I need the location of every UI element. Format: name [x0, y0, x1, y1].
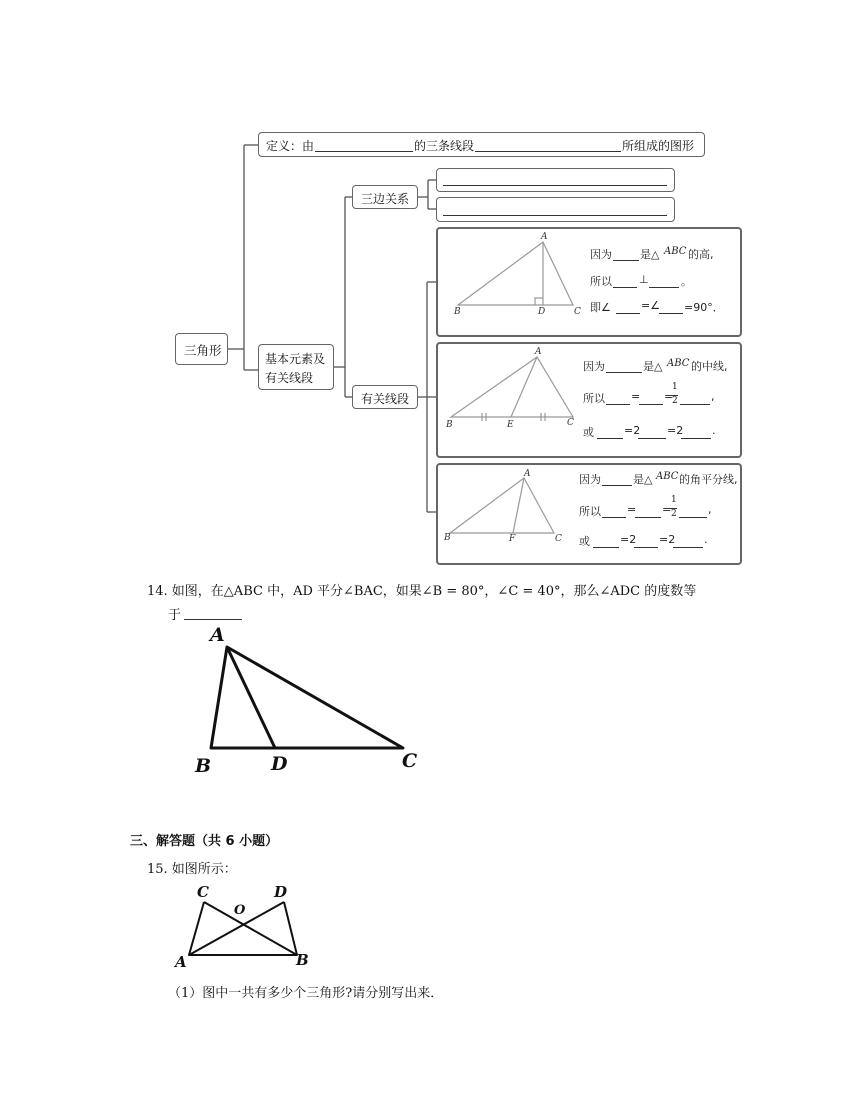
bisector-line2-d: ,	[708, 503, 712, 516]
bisector-frac-num: 1	[671, 495, 677, 505]
altitude-blank-3	[649, 287, 679, 288]
q15-label-b: B	[296, 951, 309, 969]
bisector-line3-a: 或	[579, 535, 590, 548]
median-line1-b: 是△	[643, 360, 663, 373]
median-line1-tri: ABC	[667, 358, 690, 369]
definition-blank-1	[315, 151, 413, 152]
segments-node	[352, 385, 418, 409]
median-line2-a: 所以	[583, 392, 605, 405]
definition-middle: 的三条线段	[414, 139, 475, 153]
bisector-blank-1	[602, 485, 632, 486]
q14-answer-blank	[184, 619, 242, 620]
bisector-blank-2	[602, 517, 626, 518]
q14-label-c: C	[402, 750, 418, 772]
bisector-blank-6	[634, 547, 658, 548]
median-line2-b: =	[631, 390, 641, 403]
altitude-line3-c: =90°．	[684, 301, 724, 314]
median-triangle	[438, 344, 588, 458]
median-blank-7	[681, 438, 711, 439]
q14-line1: 14. 如图，在△ABC 中，AD 平分∠BAC，如果∠B = 80°，∠C = 40°，那么∠ADC 的度数等	[147, 584, 697, 599]
median-frac-num: 1	[672, 382, 678, 392]
bisector-label-c: C	[555, 534, 562, 544]
median-line3-c: =2	[667, 424, 684, 437]
q14-label-d: D	[271, 753, 288, 775]
bisector-blank-5	[593, 547, 619, 548]
bisector-triangle	[438, 465, 588, 565]
sides-rule-2-blank	[443, 215, 667, 216]
root-label: 三角形	[184, 343, 222, 358]
median-line3-a: 或	[583, 426, 594, 439]
bisector-card	[436, 463, 742, 565]
altitude-line2-b: ⊥	[639, 273, 649, 286]
bisector-line3-b: =2	[620, 533, 637, 546]
median-line1-a: 因为	[583, 360, 605, 373]
q15-label-c: C	[197, 883, 209, 901]
bisector-line2-c: =	[662, 503, 672, 516]
altitude-label-a: A	[541, 232, 548, 242]
segments-label: 有关线段	[361, 392, 410, 406]
altitude-card	[436, 227, 742, 337]
median-label-e: E	[507, 420, 514, 430]
bisector-line3-d: .	[704, 533, 708, 546]
q15-label-d: D	[274, 883, 288, 901]
sides-rule-2	[436, 197, 675, 222]
sides-node	[352, 185, 418, 209]
bisector-blank-4	[679, 517, 707, 518]
altitude-line1-a: 因为	[590, 248, 612, 261]
altitude-line1-b: 是△	[640, 248, 660, 261]
basic-label-line2: 有关线段	[265, 371, 314, 385]
q14-line2: 于	[168, 608, 182, 623]
altitude-blank-4	[616, 313, 640, 314]
altitude-blank-1	[613, 260, 639, 261]
median-label-a: A	[535, 347, 542, 357]
altitude-triangle	[438, 229, 588, 337]
median-line3-b: =2	[624, 424, 641, 437]
section-3-heading: 三、解答题（共 6 小题）	[130, 834, 279, 849]
bisector-line1-a: 因为	[579, 473, 601, 486]
definition-prefix: 定义：由	[266, 139, 315, 153]
median-blank-1	[606, 372, 642, 373]
median-line3-d: .	[712, 424, 716, 437]
root-node	[175, 333, 228, 365]
altitude-line2-a: 所以	[590, 275, 612, 288]
bisector-line1-tri: ABC	[656, 471, 679, 482]
median-label-b: B	[446, 420, 453, 430]
bisector-line3-c: =2	[659, 533, 676, 546]
bisector-blank-7	[673, 547, 703, 548]
altitude-label-d: D	[538, 307, 546, 317]
median-frac-den: 2	[672, 396, 678, 406]
median-blank-6	[638, 438, 666, 439]
bisector-line1-c: 的角平分线,	[679, 473, 738, 486]
definition-suffix: 所组成的图形	[622, 139, 695, 153]
q15-label-o: O	[234, 903, 246, 918]
q15-label-a: A	[175, 953, 187, 971]
bisector-line2-a: 所以	[579, 505, 601, 518]
altitude-line1-tri: ABC	[664, 246, 687, 257]
bisector-line1-b: 是△	[633, 473, 653, 486]
altitude-line3-a: 即∠	[590, 301, 611, 314]
basic-label-line1: 基本元素及	[265, 352, 326, 366]
altitude-line1-c: 的高,	[688, 248, 714, 261]
q14-figure	[190, 630, 430, 780]
bisector-label-b: B	[444, 533, 451, 543]
median-line1-c: 的中线,	[691, 360, 728, 373]
bisector-frac-den: 2	[671, 509, 677, 519]
q15-sub1: （1）图中一共有多少个三角形?请分别写出来．	[168, 986, 444, 1001]
bisector-blank-3	[635, 517, 661, 518]
q15-title: 15. 如图所示：	[147, 862, 237, 877]
definition-blank-2	[475, 151, 621, 152]
bisector-line2-b: =	[627, 503, 637, 516]
sides-rule-1	[436, 168, 675, 192]
q14-label-a: A	[210, 624, 225, 646]
altitude-line3-b: =∠	[641, 299, 661, 312]
altitude-blank-2	[613, 287, 637, 288]
altitude-label-c: C	[574, 307, 581, 317]
median-blank-2	[606, 404, 630, 405]
q14-label-b: B	[195, 755, 212, 777]
definition-node	[258, 132, 705, 157]
median-blank-4	[680, 404, 710, 405]
altitude-label-b: B	[454, 307, 461, 317]
bisector-label-f: F	[509, 534, 516, 544]
median-line2-d: ,	[711, 390, 715, 403]
median-card	[436, 342, 742, 458]
median-label-c: C	[567, 418, 574, 428]
bisector-label-a: A	[524, 469, 531, 479]
altitude-line2-c: 。	[681, 275, 692, 288]
sides-label: 三边关系	[361, 192, 410, 206]
altitude-blank-5	[659, 313, 683, 314]
median-blank-5	[597, 438, 623, 439]
basic-node	[258, 344, 334, 390]
median-line2-c: =	[664, 390, 674, 403]
sides-rule-1-blank	[443, 185, 667, 186]
median-blank-3	[639, 404, 663, 405]
